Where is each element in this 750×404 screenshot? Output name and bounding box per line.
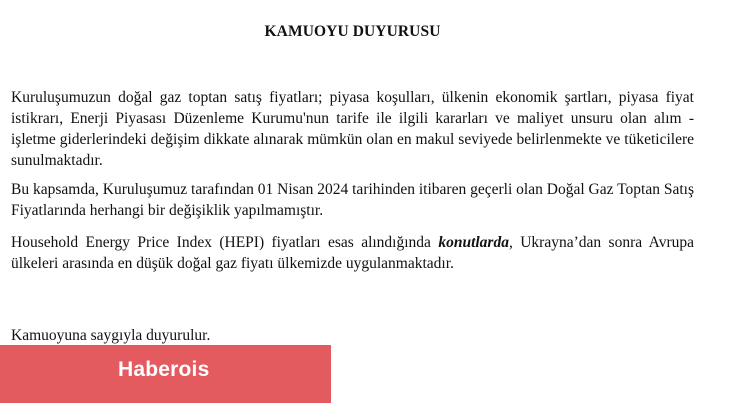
paragraph-hepi-emphasis: konutlarda: [438, 234, 509, 251]
paragraph-no-change: Bu kapsamda, Kuruluşumuz tarafından 01 Nisan 2024 tarihinden itibaren geçerli olan Doğal Gaz Toptan Satış Fiyatlarında herhangi bir değişiklik yapılmamıştır.: [11, 181, 694, 219]
document-title: KAMUOYU DUYURUSU: [264, 23, 441, 40]
haberois-watermark-banner: [0, 345, 331, 403]
watermark-text: Haberois: [118, 358, 210, 381]
paragraph-hepi-after: , Ukrayna’dan sonra Avrupa ülkeleri arasında en düşük doğal gaz fiyatı ülkemizde uygulanmaktadır.: [11, 234, 694, 272]
closing-line: Kamuoyuna saygıyla duyurulur.: [11, 327, 211, 344]
paragraph-hepi-before: Household Energy Price Index (HEPI) fiyatları esas alındığında: [11, 234, 439, 251]
paragraph-hepi-comparison: [11, 232, 694, 274]
paragraph-pricing-policy: Kuruluşumuzun doğal gaz toptan satış fiyatları; piyasa koşulları, ülkenin ekonomik şartları, piyasa fiyat istikrarı, Enerji Piyasası Düzenleme Kurumu'nun tarife ile ilgili kararları ve maliyet unsuru olan alım - işletme giderlerindeki değişim dikkate alınarak mümkün olan en makul seviyede belirlenmekte ve tüketicilere sunulmaktadır.: [11, 89, 694, 169]
